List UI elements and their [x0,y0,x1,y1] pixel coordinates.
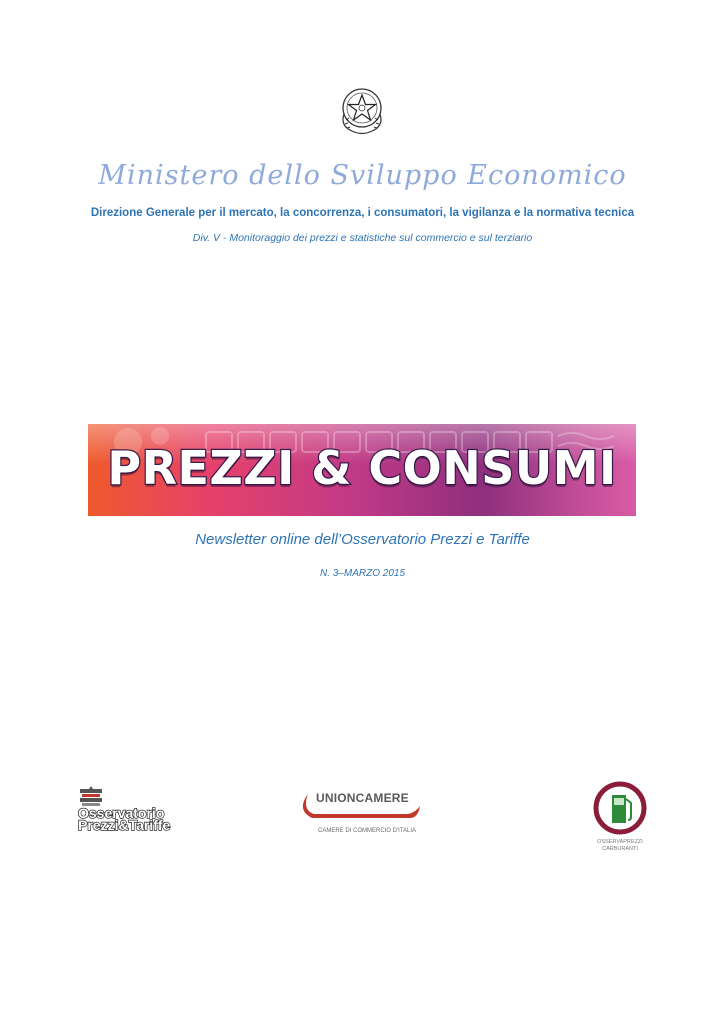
osservatorio-logo-line1: Osservatorio [78,805,165,821]
banner-title: PREZZI & CONSUMI [107,441,617,495]
fuel-pump-icon [584,779,656,839]
unioncamere-subtitle: CAMERE DI COMMERCIO D'ITALIA [318,828,417,834]
carburanti-line1: OSSERVAPREZZI [597,839,643,845]
osservaprezzi-carburanti-logo [584,779,656,855]
division-subtitle: Div. V - Monitoraggio dei prezzi e statistiche sul commercio e sul terziario [192,232,533,244]
unioncamere-name: UNIONCAMERE [316,791,409,805]
unioncamere-logo [298,788,422,840]
italian-republic-emblem-icon [336,84,388,136]
newsletter-subtitle: Newsletter online dell’Osservatorio Prezzi e Tariffe [195,531,530,548]
issue-number: N. 3–MARZO 2015 [319,568,406,579]
osservatorio-prezzi-tariffe-logo [74,786,178,834]
carburanti-line2: CARBURANTI [602,846,638,852]
osservatorio-logo-line2: Prezzi&Tariffe [78,817,171,833]
direzione-generale: Direzione Generale per il mercato, la concorrenza, i consumatori, la vigilanza e la normativa tecnica [90,207,635,219]
prezzi-consumi-banner [88,424,636,516]
ministry-title: Ministero dello Sviluppo Economico [98,160,627,191]
